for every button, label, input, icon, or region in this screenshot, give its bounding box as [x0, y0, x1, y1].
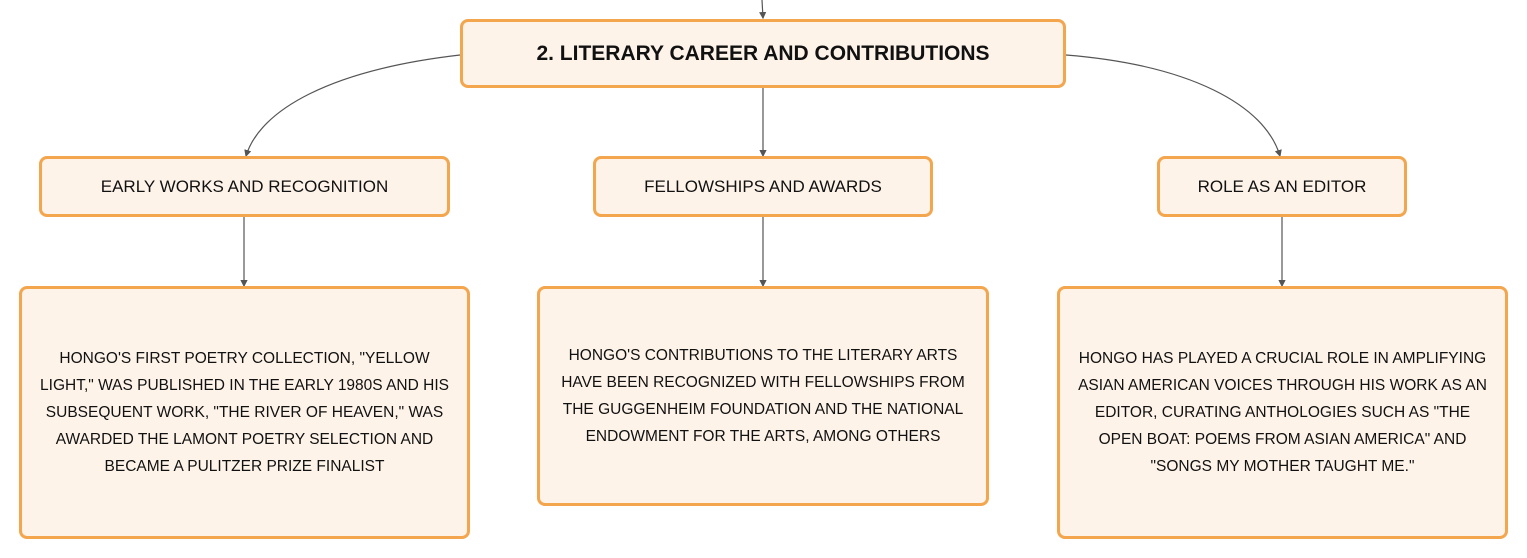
root-node[interactable] — [460, 19, 1066, 88]
connector-root-to-editor — [1066, 55, 1280, 156]
branch-node-label: ROLE AS AN EDITOR — [1197, 176, 1367, 196]
detail-node-early-works[interactable] — [19, 286, 470, 539]
detail-node-editor[interactable] — [1057, 286, 1508, 539]
branch-node-label: EARLY WORKS AND RECOGNITION — [100, 176, 389, 196]
branch-node-label: FELLOWSHIPS AND AWARDS — [644, 176, 882, 196]
detail-node-text: HONGO'S FIRST POETRY COLLECTION, "YELLOW LIGHT," WAS PUBLISHED IN THE EARLY 1980S AND HIS SUBSEQUENT WORK, "THE RIVER OF HEAVEN," WAS AWARDED THE LAMONT POETRY SELECTION AND BECAME A PULITZER PRIZE FINALIST — [40, 350, 449, 475]
detail-node-text: HONGO'S CONTRIBUTIONS TO THE LITERARY ARTS HAVE BEEN RECOGNIZED WITH FELLOWSHIPS FROM THE GUGGENHEIM FOUNDATION AND THE NATIONAL ENDOWMENT FOR THE ARTS, AMONG OTHERS — [561, 347, 965, 445]
connector-root-to-early-works — [246, 55, 460, 156]
detail-node-fellowships[interactable] — [537, 286, 989, 506]
branch-node-fellowships[interactable] — [593, 156, 933, 217]
root-node-label: 2. LITERARY CAREER AND CONTRIBUTIONS — [536, 41, 990, 65]
connector-parent-to-root — [762, 0, 763, 18]
branch-node-editor[interactable] — [1157, 156, 1407, 217]
branch-node-early-works[interactable] — [39, 156, 450, 217]
detail-node-text: HONGO HAS PLAYED A CRUCIAL ROLE IN AMPLIFYING ASIAN AMERICAN VOICES THROUGH HIS WORK AS AN EDITOR, CURATING ANTHOLOGIES SUCH AS "THE OPEN BOAT: POEMS FROM ASIAN AMERICA" AND "SONGS MY MOTHER TAUGHT ME." — [1078, 350, 1487, 475]
